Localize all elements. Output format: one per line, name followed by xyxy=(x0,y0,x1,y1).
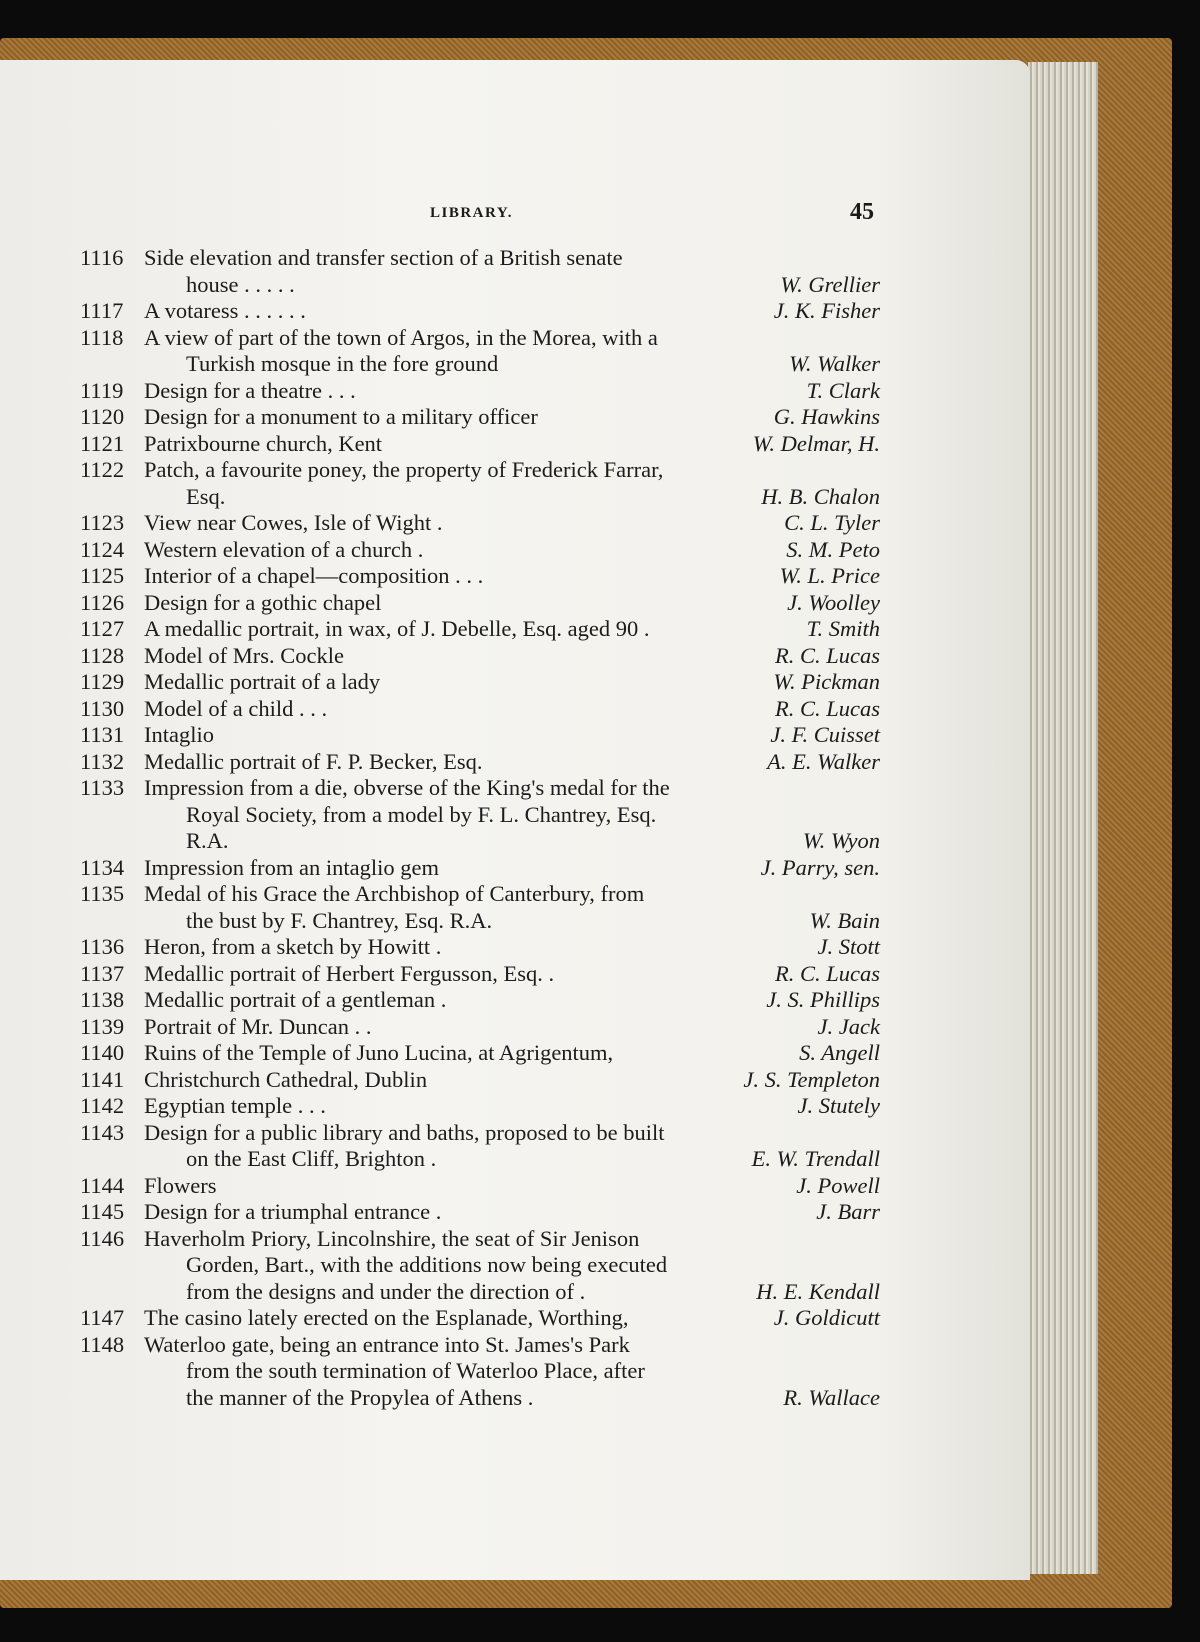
entry-line xyxy=(80,1252,880,1279)
catalogue-entries xyxy=(80,245,880,1411)
entry-description: Flowers xyxy=(144,1172,217,1198)
entry-line xyxy=(80,616,880,643)
entry-number: 1142 xyxy=(80,1093,125,1118)
entry-line xyxy=(80,272,880,299)
entry-number: 1141 xyxy=(80,1066,125,1092)
entry-description: house . . . . . xyxy=(186,271,295,297)
entry-description: Impression from an intaglio gem xyxy=(144,854,439,880)
entry-artist: T. Smith xyxy=(806,616,880,641)
entry-line xyxy=(80,749,880,776)
entry-description: Medal of his Grace the Archbishop of Canterbury, from xyxy=(144,881,645,906)
entry-number: 1139 xyxy=(80,1013,125,1039)
entry-description: Model of a child . . . xyxy=(144,695,328,721)
catalogue-entry xyxy=(80,537,880,564)
entry-description: Design for a triumphal entrance . xyxy=(144,1199,442,1224)
entry-line xyxy=(80,828,880,855)
entry-line xyxy=(80,1093,880,1120)
entry-number: 1126 xyxy=(80,589,125,615)
entry-number: 1138 xyxy=(80,987,125,1012)
entry-artist: R. C. Lucas xyxy=(774,642,880,668)
entry-description: Haverholm Priory, Lincolnshire, the seat of Sir Jenison xyxy=(144,1225,640,1251)
entry-number: 1145 xyxy=(80,1199,125,1224)
entry-line xyxy=(80,1358,880,1385)
entry-artist: W. Pickman xyxy=(773,669,880,694)
entry-description: A votaress . . . . . . xyxy=(144,298,306,323)
entry-artist: R. Wallace xyxy=(783,1384,880,1410)
catalogue-entry xyxy=(80,1093,880,1120)
entry-number: 1148 xyxy=(80,1331,125,1357)
entry-line xyxy=(80,643,880,670)
entry-description: Western elevation of a church . xyxy=(144,536,424,562)
entry-line xyxy=(80,1067,880,1094)
entry-line xyxy=(80,1014,880,1041)
entry-artist: T. Clark xyxy=(806,377,880,403)
entry-line xyxy=(80,1146,880,1173)
entry-number: 1146 xyxy=(80,1225,125,1251)
entry-description: Waterloo gate, being an entrance into St. James's Park xyxy=(144,1331,630,1357)
catalogue-entry xyxy=(80,775,880,855)
entry-line xyxy=(80,1279,880,1306)
entry-line xyxy=(80,669,880,696)
catalogue-entry xyxy=(80,404,880,431)
entry-number: 1147 xyxy=(80,1305,125,1330)
entry-artist: J. S. Phillips xyxy=(766,987,880,1012)
catalogue-entry xyxy=(80,669,880,696)
entry-description: Patch, a favourite poney, the property of Frederick Farrar, xyxy=(144,457,664,482)
entry-line xyxy=(80,696,880,723)
entry-number: 1143 xyxy=(80,1119,125,1145)
entry-artist: H. E. Kendall xyxy=(756,1278,880,1304)
entry-number: 1134 xyxy=(80,854,125,880)
catalogue-entry xyxy=(80,325,880,378)
entry-artist: S. Angell xyxy=(799,1040,880,1065)
entry-description: Medallic portrait of Herbert Fergusson, Esq. . xyxy=(144,960,555,986)
entry-artist: W. Wyon xyxy=(802,828,880,853)
entry-line xyxy=(80,325,880,352)
entry-artist: R. C. Lucas xyxy=(774,960,880,986)
entry-description: Medallic portrait of F. P. Becker, Esq. xyxy=(144,748,483,774)
catalogue-entry xyxy=(80,1226,880,1306)
entry-line xyxy=(80,590,880,617)
catalogue-entry xyxy=(80,1199,880,1226)
catalogue-entry xyxy=(80,934,880,961)
catalogue-entry xyxy=(80,1040,880,1067)
entry-number: 1131 xyxy=(80,722,125,747)
entry-line xyxy=(80,722,880,749)
catalogue-entry xyxy=(80,378,880,405)
entry-artist: J. Stutely xyxy=(797,1093,880,1118)
entry-artist: J. Stott xyxy=(817,934,880,959)
entry-description: from the designs and under the direction of . xyxy=(186,1278,586,1304)
entry-number: 1124 xyxy=(80,536,125,562)
entry-artist: E. W. Trendall xyxy=(751,1146,880,1171)
entry-number: 1140 xyxy=(80,1040,125,1065)
entry-description: Intaglio xyxy=(144,722,214,747)
entry-description: Interior of a chapel—composition . . . xyxy=(144,563,484,588)
catalogue-entry xyxy=(80,722,880,749)
entry-description: The casino lately erected on the Esplanade, Worthing, xyxy=(144,1305,629,1330)
entry-artist: J. S. Templeton xyxy=(743,1066,880,1092)
entry-description: Heron, from a sketch by Howitt . xyxy=(144,934,442,959)
entry-number: 1127 xyxy=(80,616,125,641)
entry-line xyxy=(80,1040,880,1067)
entry-line xyxy=(80,1173,880,1200)
entry-line xyxy=(80,431,880,458)
entry-line xyxy=(80,378,880,405)
page-header xyxy=(80,199,874,235)
entry-description: Design for a public library and baths, proposed to be built xyxy=(144,1119,665,1145)
running-title: LIBRARY. xyxy=(430,205,514,221)
entry-line xyxy=(80,855,880,882)
entry-artist: J. F. Cuisset xyxy=(770,722,880,747)
entry-number: 1133 xyxy=(80,775,125,800)
entry-line xyxy=(80,881,880,908)
entry-number: 1116 xyxy=(80,245,124,270)
entry-line xyxy=(80,987,880,1014)
entry-line xyxy=(80,298,880,325)
entry-number: 1121 xyxy=(80,430,125,456)
entry-description: Design for a gothic chapel xyxy=(144,589,382,615)
entry-number: 1117 xyxy=(80,298,124,323)
entry-description: R.A. xyxy=(186,828,229,853)
entry-line xyxy=(80,908,880,935)
entry-line xyxy=(80,1385,880,1412)
catalogue-entry xyxy=(80,431,880,458)
catalogue-entry xyxy=(80,1120,880,1173)
entry-artist: J. Parry, sen. xyxy=(760,854,880,880)
entry-line xyxy=(80,1226,880,1253)
entry-description: Side elevation and transfer section of a British senate xyxy=(144,245,623,270)
entry-number: 1123 xyxy=(80,510,125,535)
entry-number: 1136 xyxy=(80,934,125,959)
entry-artist: A. E. Walker xyxy=(767,748,880,774)
catalogue-entry xyxy=(80,457,880,510)
entry-line xyxy=(80,802,880,829)
entry-description: the manner of the Propylea of Athens . xyxy=(186,1384,534,1410)
entry-description: Royal Society, from a model by F. L. Chantrey, Esq. xyxy=(186,801,657,827)
catalogue-entry xyxy=(80,987,880,1014)
entry-description: Design for a monument to a military officer xyxy=(144,404,538,429)
entry-number: 1119 xyxy=(80,377,124,403)
entry-description: View near Cowes, Isle of Wight . xyxy=(144,510,443,535)
entry-description: from the south termination of Waterloo Place, after xyxy=(186,1358,645,1383)
catalogue-entry xyxy=(80,298,880,325)
entry-description: Medallic portrait of a gentleman . xyxy=(144,987,447,1012)
catalogue-entry xyxy=(80,1014,880,1041)
entry-description: Turkish mosque in the fore ground xyxy=(186,351,499,376)
entry-description: Christchurch Cathedral, Dublin xyxy=(144,1066,428,1092)
entry-description: the bust by F. Chantrey, Esq. R.A. xyxy=(186,907,493,933)
catalogue-entry xyxy=(80,616,880,643)
entry-line xyxy=(80,510,880,537)
entry-artist: J. Powell xyxy=(796,1172,880,1198)
entry-description: A medallic portrait, in wax, of J. Debelle, Esq. aged 90 . xyxy=(144,616,650,641)
entry-number: 1130 xyxy=(80,695,125,721)
entry-artist: G. Hawkins xyxy=(773,404,880,429)
entry-number: 1132 xyxy=(80,748,125,774)
entry-line xyxy=(80,484,880,511)
entry-number: 1137 xyxy=(80,960,125,986)
entry-artist: W. Delmar, H. xyxy=(752,430,880,456)
catalogue-entry xyxy=(80,643,880,670)
catalogue-entry xyxy=(80,1332,880,1412)
catalogue-entry xyxy=(80,510,880,537)
entry-description: Design for a theatre . . . xyxy=(144,377,356,403)
entry-artist: J. Goldicutt xyxy=(773,1305,880,1330)
entry-artist: W. Grellier xyxy=(780,271,880,297)
entry-description: Egyptian temple . . . xyxy=(144,1093,326,1118)
entry-line xyxy=(80,245,880,272)
entry-line xyxy=(80,457,880,484)
entry-artist: J. Barr xyxy=(816,1199,880,1224)
entry-line xyxy=(80,537,880,564)
entry-number: 1118 xyxy=(80,324,124,350)
entry-description: Esq. xyxy=(186,483,226,509)
entry-artist: J. Woolley xyxy=(787,589,880,615)
entry-number: 1120 xyxy=(80,404,125,429)
catalogue-entry xyxy=(80,1173,880,1200)
entry-line xyxy=(80,1305,880,1332)
entry-line xyxy=(80,961,880,988)
entry-description: Gorden, Bart., with the additions now being executed xyxy=(186,1252,668,1277)
catalogue-entry xyxy=(80,1305,880,1332)
entry-artist: J. K. Fisher xyxy=(773,298,880,323)
catalogue-entry xyxy=(80,881,880,934)
entry-description: Medallic portrait of a lady xyxy=(144,669,381,694)
entry-line xyxy=(80,1120,880,1147)
page-number: 45 xyxy=(850,199,874,225)
entry-number: 1135 xyxy=(80,881,125,906)
entry-number: 1129 xyxy=(80,669,125,694)
entry-artist: W. L. Price xyxy=(779,563,880,588)
catalogue-entry xyxy=(80,563,880,590)
entry-description: Impression from a die, obverse of the King's medal for the xyxy=(144,775,670,800)
entry-artist: C. L. Tyler xyxy=(784,510,880,535)
catalogue-entry xyxy=(80,855,880,882)
entry-description: Ruins of the Temple of Juno Lucina, at Agrigentum, xyxy=(144,1040,614,1065)
entry-line xyxy=(80,934,880,961)
entry-number: 1125 xyxy=(80,563,125,588)
entry-description: A view of part of the town of Argos, in the Morea, with a xyxy=(144,324,658,350)
catalogue-entry xyxy=(80,245,880,298)
entry-artist: J. Jack xyxy=(817,1013,880,1039)
entry-description: Portrait of Mr. Duncan . . xyxy=(144,1013,372,1039)
page-edges xyxy=(1028,62,1098,1574)
entry-number: 1122 xyxy=(80,457,125,482)
entry-line xyxy=(80,1332,880,1359)
entry-description: Model of Mrs. Cockle xyxy=(144,642,344,668)
entry-number: 1144 xyxy=(80,1172,125,1198)
catalogue-entry xyxy=(80,961,880,988)
entry-description: on the East Cliff, Brighton . xyxy=(186,1146,437,1171)
entry-artist: W. Bain xyxy=(809,907,880,933)
entry-artist: S. M. Peto xyxy=(786,536,880,562)
entry-description: Patrixbourne church, Kent xyxy=(144,430,383,456)
entry-line xyxy=(80,1199,880,1226)
entry-artist: W. Walker xyxy=(789,351,880,376)
entry-number: 1128 xyxy=(80,642,125,668)
entry-artist: H. B. Chalon xyxy=(761,483,880,509)
entry-artist: R. C. Lucas xyxy=(774,695,880,721)
catalogue-entry xyxy=(80,1067,880,1094)
entry-line xyxy=(80,404,880,431)
entry-line xyxy=(80,351,880,378)
catalogue-entry xyxy=(80,749,880,776)
catalogue-entry xyxy=(80,590,880,617)
catalogue-entry xyxy=(80,696,880,723)
entry-line xyxy=(80,563,880,590)
entry-line xyxy=(80,775,880,802)
